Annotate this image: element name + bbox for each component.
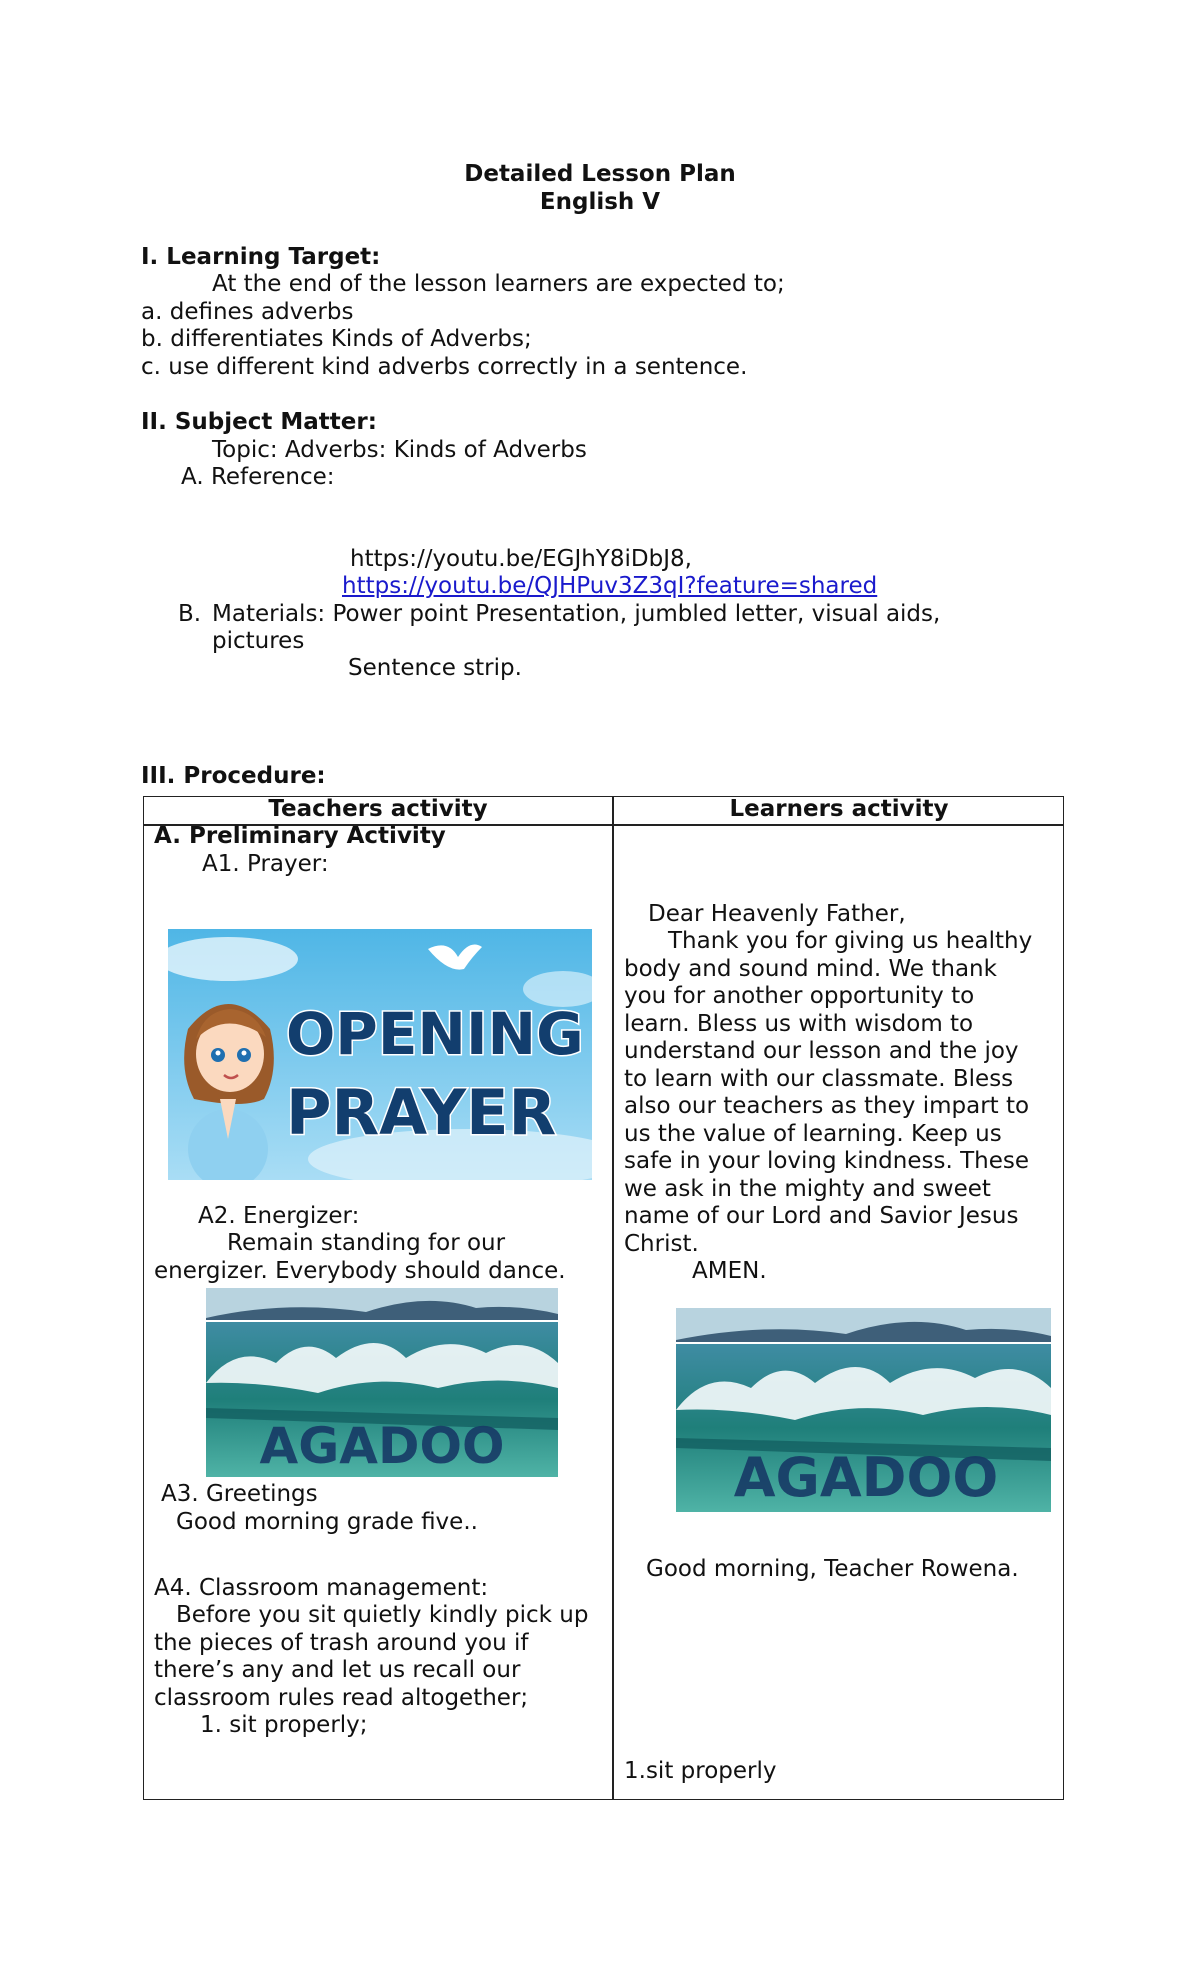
classroom-management-text: Before you sit quietly kindly pick up	[176, 1602, 589, 1628]
prayer-step: A1. Prayer:	[202, 851, 329, 877]
preliminary-activity-heading: A. Preliminary Activity	[154, 823, 446, 849]
classroom-management-text: classroom rules read altogether;	[154, 1685, 529, 1711]
classroom-management-text: the pieces of trash around you if	[154, 1630, 529, 1656]
learning-target-intro: At the end of the lesson learners are expected to;	[212, 271, 785, 297]
learner-prayer-line: Thank you for giving us healthy	[668, 928, 1033, 954]
classroom-rule: 1. sit properly;	[200, 1712, 368, 1738]
subject-matter-heading: II. Subject Matter:	[141, 409, 377, 435]
learning-target-item: a. defines adverbs	[141, 299, 354, 325]
materials-label: B.	[178, 601, 202, 627]
learner-prayer-line: name of our Lord and Savior Jesus	[624, 1203, 1019, 1229]
learner-prayer-line: you for another opportunity to	[624, 983, 975, 1009]
prayer-image-text: OPENING	[286, 1000, 584, 1068]
energizer-step: A2. Energizer:	[198, 1203, 360, 1229]
learner-prayer-line: safe in your loving kindness. These	[624, 1148, 1030, 1174]
learner-prayer-line: also our teachers as they impart to	[624, 1093, 1030, 1119]
materials-line: Sentence strip.	[348, 655, 522, 681]
reference-label: A. Reference:	[181, 464, 335, 490]
agadoo-image-teacher	[206, 1288, 558, 1477]
agadoo-image-text: AGADOO	[259, 1417, 505, 1475]
energizer-text: Remain standing for our	[227, 1230, 506, 1256]
procedure-table	[143, 796, 1064, 1800]
table-divider-vertical	[612, 797, 614, 1799]
agadoo-image-learner	[676, 1308, 1051, 1512]
prayer-image-text: PRAYER	[286, 1076, 557, 1149]
reference-url-plain: https://youtu.be/EGJhY8iDbJ8,	[350, 546, 692, 572]
procedure-heading: III. Procedure:	[141, 763, 326, 789]
classroom-management-step: A4. Classroom management:	[154, 1575, 489, 1601]
learner-prayer-line: us the value of learning. Keep us	[624, 1121, 1002, 1147]
learner-prayer-line: body and sound mind. We thank	[624, 956, 997, 982]
document-title: Detailed Lesson Plan	[464, 161, 736, 187]
materials-line: Materials: Power point Presentation, jumbled letter, visual aids,	[212, 601, 941, 627]
learner-prayer-line: Christ.	[624, 1231, 699, 1257]
materials-line: pictures	[212, 628, 305, 654]
learning-target-heading: I. Learning Target:	[141, 244, 381, 270]
document-subtitle: English V	[539, 189, 661, 215]
learner-column-header: Learners activity	[729, 796, 949, 822]
praying-girl-icon	[184, 1004, 274, 1180]
opening-prayer-image	[168, 929, 592, 1180]
topic-line: Topic: Adverbs: Kinds of Adverbs	[212, 437, 587, 463]
learner-greeting: Good morning, Teacher Rowena.	[646, 1556, 1019, 1582]
learner-rule: 1.sit properly	[624, 1758, 777, 1784]
agadoo-image-text: AGADOO	[733, 1446, 999, 1509]
learner-prayer-line: Dear Heavenly Father,	[648, 901, 906, 927]
greetings-text: Good morning grade five..	[176, 1509, 478, 1535]
learning-target-item: b. differentiates Kinds of Adverbs;	[141, 326, 532, 352]
reference-url-link[interactable]: https://youtu.be/QJHPuv3Z3qI?feature=shared	[342, 573, 878, 599]
learner-prayer-line: understand our lesson and the joy	[624, 1038, 1019, 1064]
learner-prayer-line: learn. Bless us with wisdom to	[624, 1011, 974, 1037]
energizer-text: energizer. Everybody should dance.	[154, 1258, 566, 1284]
greetings-step: A3. Greetings	[161, 1481, 318, 1507]
learner-prayer-line: to learn with our classmate. Bless	[624, 1066, 1014, 1092]
classroom-management-text: there’s any and let us recall our	[154, 1657, 521, 1683]
learning-target-item: c. use different kind adverbs correctly in a sentence.	[141, 354, 748, 380]
teacher-column-header: Teachers activity	[268, 796, 488, 822]
learner-prayer-line: we ask in the mighty and sweet	[624, 1176, 991, 1202]
learner-amen: AMEN.	[692, 1258, 767, 1284]
